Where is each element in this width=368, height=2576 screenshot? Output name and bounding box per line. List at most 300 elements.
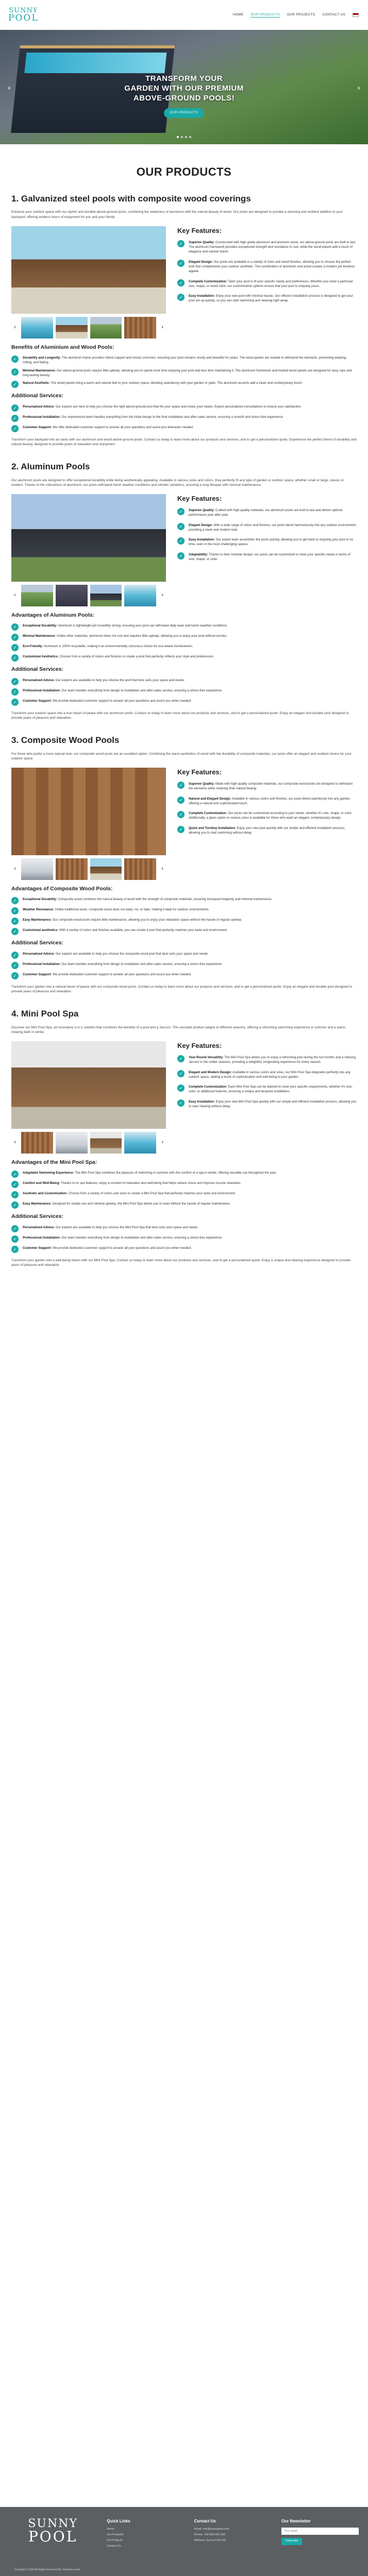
feature-item bbox=[177, 1084, 357, 1094]
benefits-title: Benefits of Aluminium and Wood Pools: bbox=[11, 344, 114, 350]
benefit-item-text bbox=[23, 897, 272, 904]
product-main-image[interactable] bbox=[11, 226, 166, 314]
nav-home[interactable]: HOME bbox=[232, 13, 244, 17]
feature-item-body: Our expert team assembles the pools quickly, allowing you to get back to enjoying your pool in no time, even in the most challenging spaces. bbox=[189, 538, 354, 547]
check-icon: ✓ bbox=[177, 552, 185, 560]
product-thumbnail[interactable] bbox=[21, 317, 53, 338]
service-item-text bbox=[23, 972, 192, 979]
benefits-list bbox=[11, 355, 357, 388]
footer-address: Address: Sunny Pool HQ bbox=[194, 2538, 226, 2542]
gallery-prev-icon[interactable]: ‹ bbox=[14, 324, 16, 330]
feature-item-body: Our pools are available in a variety of sizes and wood finishes, allowing you to choose the perfect look that complements your outdoor aesthetic. The combination of aluminum and wood creates a modern yet timeless appeal. bbox=[189, 260, 355, 274]
check-icon: ✓ bbox=[11, 425, 19, 432]
product-description: Discover our Mini Pool Spa, an innovative 2-in-1 solution that combines the benefits of a pool and a Jacuzzi. This versatile product adapts to different seasons, offering a refreshing swimming experience in summer and a warm, relaxing bath in winter. bbox=[11, 1025, 346, 1035]
benefit-item-body: Our composite wood pools require little maintenance, allowing you to enjoy your relaxation space without the hassle of regular upkeep. bbox=[51, 918, 242, 922]
feature-item bbox=[177, 552, 357, 562]
benefit-item-body: Choose from a variety of colors and sizes to create a Mini Pool Spa that perfectly matches your taste and environment. bbox=[67, 1192, 236, 1196]
benefit-item-text bbox=[23, 1201, 230, 1209]
benefit-item bbox=[11, 1191, 357, 1198]
services-title: Additional Services: bbox=[11, 666, 63, 673]
benefit-item bbox=[11, 368, 357, 378]
check-icon: ✓ bbox=[11, 1246, 19, 1253]
check-icon: ✓ bbox=[11, 623, 19, 631]
footer-newsletter-title: Our Newsletter bbox=[281, 2519, 311, 2523]
feature-item bbox=[177, 782, 357, 791]
feature-item-body: Constructed with high-grade aluminum and premium wood, our above-ground pools are built to last. The aluminum framework provides exceptional strength and resistance to rust, while the wood panels add a touch of elegance and natural charm. bbox=[189, 240, 356, 254]
benefit-item-text bbox=[23, 1191, 236, 1198]
benefit-item-body: Our above-ground pools require little upkeep, allowing you to spend more time enjoying your pool and less time maintaining it. The aluminum framework and treated wood panels are designed for easy care and long-lasting beauty. bbox=[23, 368, 352, 378]
check-icon: ✓ bbox=[177, 523, 185, 530]
benefit-item-label: Minimal Maintenance: bbox=[23, 634, 56, 638]
benefits-list bbox=[11, 897, 357, 935]
check-icon: ✓ bbox=[177, 1070, 185, 1077]
benefit-item-label: Natural Aesthetic: bbox=[23, 381, 50, 385]
hero-prev-icon[interactable]: ‹ bbox=[8, 83, 11, 92]
benefit-item-label: Easy Maintenance: bbox=[23, 1202, 52, 1206]
footer-logo-line1: SUNNY bbox=[28, 2517, 78, 2530]
check-icon: ✓ bbox=[11, 962, 19, 969]
footer-logo-line2: POOL bbox=[28, 2528, 78, 2545]
feature-item-body: Thanks to their modular design, our pools can be customized to meet your specific needs in terms of size, shape, or color. bbox=[189, 552, 350, 562]
feature-item bbox=[177, 796, 357, 806]
service-item-body: We provide dedicated customer support to answer all your questions and assist you when needed. bbox=[52, 699, 192, 703]
check-icon: ✓ bbox=[11, 368, 19, 376]
benefit-item bbox=[11, 634, 357, 641]
feature-item bbox=[177, 826, 357, 836]
gallery-next-icon[interactable]: › bbox=[161, 324, 163, 330]
feature-item bbox=[177, 1055, 357, 1065]
benefit-item-body: Unlike other materials, aluminum does not rust and requires little upkeep, allowing you to enjoy your pool without worries. bbox=[56, 634, 228, 638]
benefit-item-text bbox=[23, 355, 357, 365]
hero-text bbox=[0, 74, 368, 118]
feature-item bbox=[177, 537, 357, 547]
slider-dot[interactable] bbox=[189, 136, 191, 138]
benefit-item bbox=[11, 907, 357, 914]
check-icon: ✓ bbox=[11, 1171, 19, 1178]
feature-item-text bbox=[189, 279, 357, 289]
benefit-item bbox=[11, 654, 357, 662]
benefit-item-label: Adaptable Swimming Experience: bbox=[23, 1171, 74, 1175]
service-item bbox=[11, 688, 357, 696]
benefit-item-body: Aluminum is lightweight yet incredibly strong, ensuring your pool can withstand daily wear and harsh weather conditions. bbox=[57, 624, 228, 628]
product-thumbnail[interactable] bbox=[90, 585, 122, 606]
main-nav bbox=[233, 12, 359, 18]
benefits-title: Advantages of Composite Wood Pools: bbox=[11, 886, 113, 892]
feature-item-body: Our pools can be customized according to your needs, whether it's size, shape, or color. Additionally, a glass option in various sizes is available for those who want an elegant, contemporary design. bbox=[189, 811, 353, 820]
feature-item-text bbox=[189, 782, 357, 791]
logo-line2: POOL bbox=[8, 13, 39, 23]
benefit-item-label: Customized Aesthetics: bbox=[23, 655, 59, 659]
product-gallery bbox=[11, 226, 166, 338]
feature-item bbox=[177, 260, 357, 274]
feature-item-body: Available in various colors and sizes, our Mini Pool Spa integrates perfectly into any outdoor space, adding a touch of sophistication and well-being to your garden. bbox=[189, 1070, 350, 1079]
section-title: OUR PRODUCTS bbox=[136, 165, 232, 178]
service-item bbox=[11, 962, 357, 969]
feature-item-body: Each Mini Pool Spa can be tailored to meet your specific requirements, whether it's size, color, or additional features, ensuring a unique and bespoke installation. bbox=[189, 1085, 353, 1094]
service-item bbox=[11, 952, 357, 959]
check-icon: ✓ bbox=[177, 782, 185, 789]
newsletter-subscribe-button[interactable]: Subscribe bbox=[281, 2538, 302, 2545]
benefit-item bbox=[11, 1181, 357, 1188]
product-closing: Transform your garden into a well-being haven with our Mini Pool Spa. Contact us today to learn more about our products and services, and to get a personalized quote. Enjoy a unique and relaxing experience designed to provide years of pleasure and relaxation. bbox=[11, 1258, 351, 1267]
benefit-item bbox=[11, 897, 357, 904]
feature-item-body: Enjoy your new pool with minimal hassle. Our efficient installation process is designed to get your pool set up quickly, so you can start swimming and relaxing right away. bbox=[189, 294, 353, 303]
benefits-list bbox=[11, 623, 357, 662]
benefit-item-label: Durability and Longevity: bbox=[23, 356, 61, 360]
service-item-text bbox=[23, 962, 223, 969]
product-title: 2. Aluminum Pools bbox=[11, 462, 90, 472]
feature-item bbox=[177, 811, 357, 821]
service-item-label: Personalized Advice: bbox=[23, 678, 55, 682]
product-title: 1. Galvanized steel pools with composite wood coverings bbox=[11, 193, 251, 204]
services-list bbox=[11, 952, 357, 979]
key-features bbox=[177, 768, 357, 880]
feature-item-label: Elegant Design: bbox=[189, 523, 213, 527]
service-item bbox=[11, 1246, 357, 1253]
benefit-item-body: With a variety of colors and finishes available, you can create a pool that perfectly matches your taste and environment. bbox=[58, 928, 228, 933]
key-features-title: Key Features: bbox=[177, 495, 222, 503]
service-item-body: We provide dedicated customer support to answer all your questions and assist you when needed. bbox=[52, 1246, 192, 1250]
check-icon: ✓ bbox=[177, 811, 185, 818]
service-item-label: Professional Installation: bbox=[23, 688, 61, 692]
product-main-image[interactable] bbox=[11, 494, 166, 582]
service-item-label: Customer Support: bbox=[23, 425, 52, 429]
product-thumbnail[interactable] bbox=[21, 585, 53, 606]
check-icon: ✓ bbox=[11, 1181, 19, 1188]
hero-slider bbox=[0, 30, 368, 144]
product-section-3 bbox=[11, 735, 357, 994]
feature-item-body: Enjoy your new Mini Pool Spa quickly with our simple and efficient installation process, allowing you to start relaxing without delay. bbox=[189, 1099, 357, 1108]
benefit-item-label: Aesthetic and Customization: bbox=[23, 1192, 68, 1196]
services-list bbox=[11, 404, 357, 432]
benefit-item-label: Comfort and Well-Being: bbox=[23, 1181, 60, 1185]
feature-item bbox=[177, 1099, 357, 1109]
feature-item-text bbox=[189, 294, 357, 303]
feature-item-body: Crafted with high-quality materials, our aluminum pools are built to last and deliver optimal performance year after year. bbox=[189, 508, 343, 517]
feature-item-text bbox=[189, 1084, 357, 1094]
product-description: Our aluminum pools are designed to offer exceptional durability while being aesthetically appealing. Available in various sizes and colors, they perfectly fit any type of garden or outdoor space, whether small or large, classic or modern. Thanks to the robustness of aluminum, our pools withstand harsh weather conditions and climatic variations, ensuring a long lifespan with minimal maintenance. bbox=[11, 478, 344, 487]
benefit-item-text bbox=[23, 1181, 241, 1188]
gallery-next-icon[interactable]: › bbox=[161, 592, 163, 599]
benefit-item-text bbox=[23, 634, 227, 641]
slider-dots bbox=[0, 134, 368, 140]
benefit-item bbox=[11, 1201, 357, 1209]
product-title: 4. Mini Pool Spa bbox=[11, 1009, 79, 1019]
product-thumbnail[interactable] bbox=[56, 317, 88, 338]
benefit-item bbox=[11, 928, 357, 935]
service-item bbox=[11, 678, 357, 685]
benefit-item-text bbox=[23, 907, 209, 914]
services-title: Additional Services: bbox=[11, 1213, 63, 1220]
copyright: Copyright © 2024 All Rights Reserved By Company name bbox=[14, 2568, 80, 2571]
product-description: Enhance your outdoor space with our stylish and durable above-ground pools, combining the sleekness of aluminum with the natural beauty of wood. Our pools are designed to provide a stunning and resilient addition to your backyard, offering endless hours of enjoyment for you and your family. bbox=[11, 210, 343, 219]
product-thumbnail[interactable] bbox=[90, 858, 122, 880]
product-thumbnail[interactable] bbox=[21, 1132, 53, 1154]
benefit-item-label: Weather Resistance: bbox=[23, 908, 54, 912]
check-icon: ✓ bbox=[11, 918, 19, 925]
product-title: 3. Composite Wood Pools bbox=[11, 735, 120, 745]
benefit-item bbox=[11, 644, 357, 651]
service-item-body: Our team handles everything from design to installation and after-sales service, ensuring a stress-free experience. bbox=[60, 688, 223, 692]
benefit-item-text bbox=[23, 623, 228, 631]
service-item-body: We offer dedicated customer support to answer all your questions and assist you whenever needed. bbox=[52, 425, 194, 429]
check-icon: ✓ bbox=[11, 928, 19, 935]
service-item-body: Our team handles everything from design to installation and after-sales service, ensuring a stress-free experience. bbox=[60, 962, 223, 966]
key-features bbox=[177, 1041, 357, 1154]
slider-dot[interactable] bbox=[181, 136, 183, 138]
feature-item-label: Year-Round Versatility: bbox=[189, 1055, 224, 1059]
service-item-label: Professional Installation: bbox=[23, 962, 61, 966]
feature-item bbox=[177, 279, 357, 289]
benefit-item-text bbox=[23, 381, 303, 388]
products-list bbox=[0, 194, 368, 1268]
service-item-text bbox=[23, 699, 192, 706]
product-section-1 bbox=[11, 194, 357, 447]
check-icon: ✓ bbox=[11, 972, 19, 979]
service-item bbox=[11, 425, 357, 432]
nav-our-projects[interactable]: OUR PROJECTS bbox=[287, 13, 315, 17]
service-item-body: Our team handles everything from design to installation and after-sales service, ensuring a stress-free experience. bbox=[60, 1235, 223, 1240]
benefit-item-body: Thanks to its spa features, enjoy a moment of relaxation and well-being that helps reduce stress and improve muscle relaxation. bbox=[60, 1181, 242, 1185]
check-icon: ✓ bbox=[11, 415, 19, 422]
benefit-item-text bbox=[23, 918, 242, 925]
feature-item-label: Elegant and Modern Design: bbox=[189, 1070, 232, 1074]
feature-item-label: Superior Quality: bbox=[189, 240, 215, 244]
check-icon: ✓ bbox=[177, 240, 185, 247]
service-item bbox=[11, 404, 357, 412]
feature-item-text bbox=[189, 552, 357, 562]
benefit-item-label: Easy Maintenance: bbox=[23, 918, 52, 922]
footer-link-projects[interactable]: Our Projects bbox=[107, 2538, 123, 2542]
newsletter-email-input[interactable] bbox=[281, 2528, 359, 2535]
check-icon: ✓ bbox=[11, 381, 19, 388]
service-item-text bbox=[23, 425, 194, 432]
check-icon: ✓ bbox=[11, 634, 19, 641]
services-title: Additional Services: bbox=[11, 940, 63, 946]
site-header bbox=[0, 0, 368, 30]
service-item bbox=[11, 1225, 357, 1232]
benefit-item-label: Exceptional Durability: bbox=[23, 897, 58, 902]
product-thumbnail[interactable] bbox=[56, 585, 88, 606]
feature-item-text bbox=[189, 1099, 357, 1109]
feature-item-text bbox=[189, 796, 357, 806]
check-icon: ✓ bbox=[11, 699, 19, 706]
feature-item-body: Tailor your pool to fit your specific needs and preferences. Whether you need a particular size, shape, or wood color, our customization options ensure that your pool is uniquely yours. bbox=[189, 279, 354, 288]
feature-item-label: Natural and Elegant Design: bbox=[189, 796, 231, 801]
feature-item bbox=[177, 294, 357, 303]
product-gallery bbox=[11, 1041, 166, 1154]
check-icon: ✓ bbox=[177, 294, 185, 301]
benefits-title: Advantages of the Mini Pool Spa: bbox=[11, 1159, 97, 1166]
feature-item-label: Easy Installation: bbox=[189, 294, 215, 298]
feature-item-text bbox=[189, 260, 357, 274]
logo[interactable] bbox=[8, 7, 39, 23]
feature-item-label: Adaptability: bbox=[189, 552, 208, 556]
benefit-item bbox=[11, 1171, 357, 1178]
service-item bbox=[11, 1235, 357, 1243]
product-main-image[interactable] bbox=[11, 768, 166, 855]
language-flag-icon[interactable] bbox=[353, 13, 359, 17]
check-icon: ✓ bbox=[177, 796, 185, 804]
gallery-next-icon[interactable]: › bbox=[161, 866, 163, 872]
feature-item-label: Quick and Turnkey Installation: bbox=[189, 826, 236, 830]
check-icon: ✓ bbox=[177, 508, 185, 515]
check-icon: ✓ bbox=[11, 907, 19, 914]
logo-line1: SUNNY bbox=[9, 7, 38, 14]
service-item-body: Our experienced team handles everything from the initial design to the final installation and after-sales service, ensuring a smooth and stress-free experience. bbox=[60, 415, 284, 419]
gallery-prev-icon[interactable]: ‹ bbox=[14, 1139, 16, 1146]
feature-item-label: Complete Customization: bbox=[189, 1085, 227, 1089]
gallery-next-icon[interactable]: › bbox=[161, 1139, 163, 1146]
service-item-label: Personalized Advice: bbox=[23, 1225, 55, 1229]
service-item bbox=[11, 699, 357, 706]
footer-quick-links bbox=[107, 2518, 178, 2550]
check-icon: ✓ bbox=[11, 654, 19, 662]
product-closing: Transform your backyard into an oasis with our aluminum and wood above-ground pools. Contact us today to learn more about our products and services, and to get a personalized quote. Experience the perfect blend of durability and natural beauty, designed to provide years of relaxation and enjoyment. bbox=[11, 437, 357, 447]
product-thumbnail[interactable] bbox=[90, 1132, 122, 1154]
feature-item-text bbox=[189, 523, 357, 533]
check-icon: ✓ bbox=[11, 404, 19, 412]
benefit-item-body: Aluminum is 100% recyclable, making it an environmentally conscious choice for eco-aware homeowners. bbox=[43, 645, 193, 649]
product-thumbnail[interactable] bbox=[124, 317, 156, 338]
benefit-item-text bbox=[23, 1171, 277, 1178]
product-thumbnail[interactable] bbox=[124, 585, 156, 606]
hero-products-button[interactable]: OUR PRODUCTS bbox=[164, 108, 205, 118]
benefit-item bbox=[11, 623, 357, 631]
footer-contact-title: Contact Us bbox=[194, 2519, 216, 2523]
feature-item-body: Available in various colors and finishes, our pools blend seamlessly into any garden, offering a natural and sophisticated touch. bbox=[189, 796, 351, 805]
benefit-item bbox=[11, 381, 357, 388]
slider-dot[interactable] bbox=[177, 136, 179, 138]
nav-contact-us[interactable]: CONTACT US bbox=[322, 13, 345, 17]
product-thumbnail[interactable] bbox=[124, 1132, 156, 1154]
feature-item-label: Complete Customization: bbox=[189, 811, 227, 816]
services-list bbox=[11, 1225, 357, 1253]
service-item-label: Personalized Advice: bbox=[23, 952, 55, 956]
feature-item-body: With a wide range of colors and finishes, our pools blend harmoniously into any outdoor environment, providing a sleek and modern look. bbox=[189, 523, 357, 532]
footer-email[interactable]: Email: info@sunnypool.com bbox=[194, 2527, 229, 2531]
benefit-item-text bbox=[23, 654, 214, 662]
service-item-label: Professional Installation: bbox=[23, 1235, 61, 1240]
footer-link-products[interactable]: Our Products bbox=[107, 2533, 124, 2536]
feature-item-label: Complete Customization: bbox=[189, 279, 227, 283]
services-list bbox=[11, 678, 357, 706]
service-item-label: Customer Support: bbox=[23, 1246, 52, 1250]
feature-item bbox=[177, 1070, 357, 1080]
key-features bbox=[177, 226, 357, 338]
footer-phone[interactable]: Phone: +00 000 000 000 bbox=[194, 2533, 226, 2536]
check-icon: ✓ bbox=[11, 1225, 19, 1232]
key-features bbox=[177, 494, 357, 606]
benefit-item-label: Eco-Friendly: bbox=[23, 645, 43, 649]
benefit-item bbox=[11, 918, 357, 925]
check-icon: ✓ bbox=[11, 678, 19, 685]
gallery-prev-icon[interactable]: ‹ bbox=[14, 592, 16, 599]
service-item bbox=[11, 972, 357, 979]
check-icon: ✓ bbox=[11, 897, 19, 904]
hero-title-line3: ABOVE-GROUND POOLS! bbox=[133, 93, 235, 103]
service-item bbox=[11, 415, 357, 422]
product-closing: Transform your garden into a natural haven of peace with our composite wood pools. Contact us today to learn more about our products and services, and to get a personalized quote. Enjoy an elegant and durable pool designed to provide years of pleasure and relaxation. bbox=[11, 985, 353, 994]
service-item-body: Our experts are available to help you choose the composite wood pool that best suits your space and needs. bbox=[55, 952, 209, 956]
service-item-body: We provide dedicated customer support to answer all your questions and assist you when needed. bbox=[52, 972, 192, 976]
product-section-2 bbox=[11, 462, 357, 721]
check-icon: ✓ bbox=[177, 279, 185, 286]
service-item-text bbox=[23, 415, 284, 422]
service-item-text bbox=[23, 1225, 198, 1232]
benefit-item-text bbox=[23, 928, 228, 935]
service-item-label: Customer Support: bbox=[23, 972, 52, 976]
check-icon: ✓ bbox=[11, 355, 19, 363]
check-icon: ✓ bbox=[11, 688, 19, 696]
slider-dot[interactable] bbox=[185, 136, 187, 138]
product-thumbnail[interactable] bbox=[56, 858, 88, 880]
service-item-text bbox=[23, 952, 209, 959]
check-icon: ✓ bbox=[177, 826, 185, 833]
key-features-title: Key Features: bbox=[177, 226, 222, 234]
feature-item-body: Made with high-quality composite materials, our composite wood pools are designed to withstand the elements while retaining their natural beauty. bbox=[189, 782, 353, 791]
footer-contact bbox=[194, 2518, 266, 2550]
footer-link-contact[interactable]: Contact Us bbox=[107, 2544, 121, 2548]
check-icon: ✓ bbox=[11, 1235, 19, 1243]
gallery-prev-icon[interactable]: ‹ bbox=[14, 866, 16, 872]
hero-next-icon[interactable]: › bbox=[357, 83, 360, 92]
product-thumbnail[interactable] bbox=[124, 858, 156, 880]
product-closing: Transform your outdoor space into a true haven of peace with our aluminum pools. Contact us today to learn more about our products and services, and to get a personalized quote. Enjoy an elegant and durable pool designed to provide years of pleasure and relaxation. bbox=[11, 711, 349, 720]
feature-item-label: Elegant Design: bbox=[189, 260, 213, 264]
product-gallery bbox=[11, 494, 166, 606]
check-icon: ✓ bbox=[11, 1191, 19, 1198]
feature-item-text bbox=[189, 240, 357, 255]
check-icon: ✓ bbox=[11, 1201, 19, 1209]
feature-item-label: Easy Installation: bbox=[189, 1099, 215, 1104]
feature-item-text bbox=[189, 1070, 357, 1080]
benefit-item-label: Exceptional Durability: bbox=[23, 624, 58, 628]
hero-title bbox=[0, 74, 368, 103]
benefit-item-text bbox=[23, 368, 357, 378]
product-main-image[interactable] bbox=[11, 1041, 166, 1129]
check-icon: ✓ bbox=[177, 1099, 185, 1107]
feature-item-text bbox=[189, 537, 357, 547]
product-thumbnail[interactable] bbox=[21, 858, 53, 880]
service-item-label: Customer Support: bbox=[23, 699, 52, 703]
nav-our-products[interactable]: OUR PRODUCTS bbox=[250, 12, 279, 18]
key-features-title: Key Features: bbox=[177, 1042, 222, 1050]
footer-link-home[interactable]: Home bbox=[107, 2527, 114, 2531]
benefit-item-label: Customized aesthetics: bbox=[23, 928, 59, 933]
hero-title-line1: TRANSFORM YOUR bbox=[145, 74, 223, 83]
product-gallery bbox=[11, 768, 166, 880]
benefit-item-body: Composite wood combines the natural beauty of wood with the strength of composite materials, ensuring increased longevity and minimal maintenance. bbox=[57, 897, 273, 902]
check-icon: ✓ bbox=[177, 1055, 185, 1062]
check-icon: ✓ bbox=[177, 537, 185, 545]
feature-item bbox=[177, 523, 357, 533]
product-thumbnail[interactable] bbox=[56, 1132, 88, 1154]
service-item-label: Personalized Advice: bbox=[23, 404, 55, 409]
benefit-item-body: Unlike traditional wood, composite wood does not warp, rot, or fade, making it ideal for outdoor environments. bbox=[54, 908, 210, 912]
product-thumbnail[interactable] bbox=[90, 317, 122, 338]
check-icon: ✓ bbox=[177, 1084, 185, 1092]
service-item-label: Professional Installation: bbox=[23, 415, 61, 419]
services-title: Additional Services: bbox=[11, 393, 63, 399]
benefit-item-body: The aluminum frame provides robust support and resists corrosion, ensuring your pool remains sturdy and beautiful for years. The wood panels are treated to withstand the elements, preventing warping, rotting, and fading. bbox=[23, 356, 347, 365]
footer-logo[interactable] bbox=[14, 2518, 91, 2550]
benefit-item-label: Minimal Maintenance: bbox=[23, 368, 56, 372]
benefit-item-body: Choose from a variety of colors and finishes to create a pool that perfectly reflects your style and preferences. bbox=[58, 655, 214, 659]
benefit-item-text bbox=[23, 644, 193, 651]
service-item-body: Our experts are available to help you choose the Mini Pool Spa that best suits your space and needs. bbox=[55, 1225, 198, 1229]
check-icon: ✓ bbox=[11, 644, 19, 651]
